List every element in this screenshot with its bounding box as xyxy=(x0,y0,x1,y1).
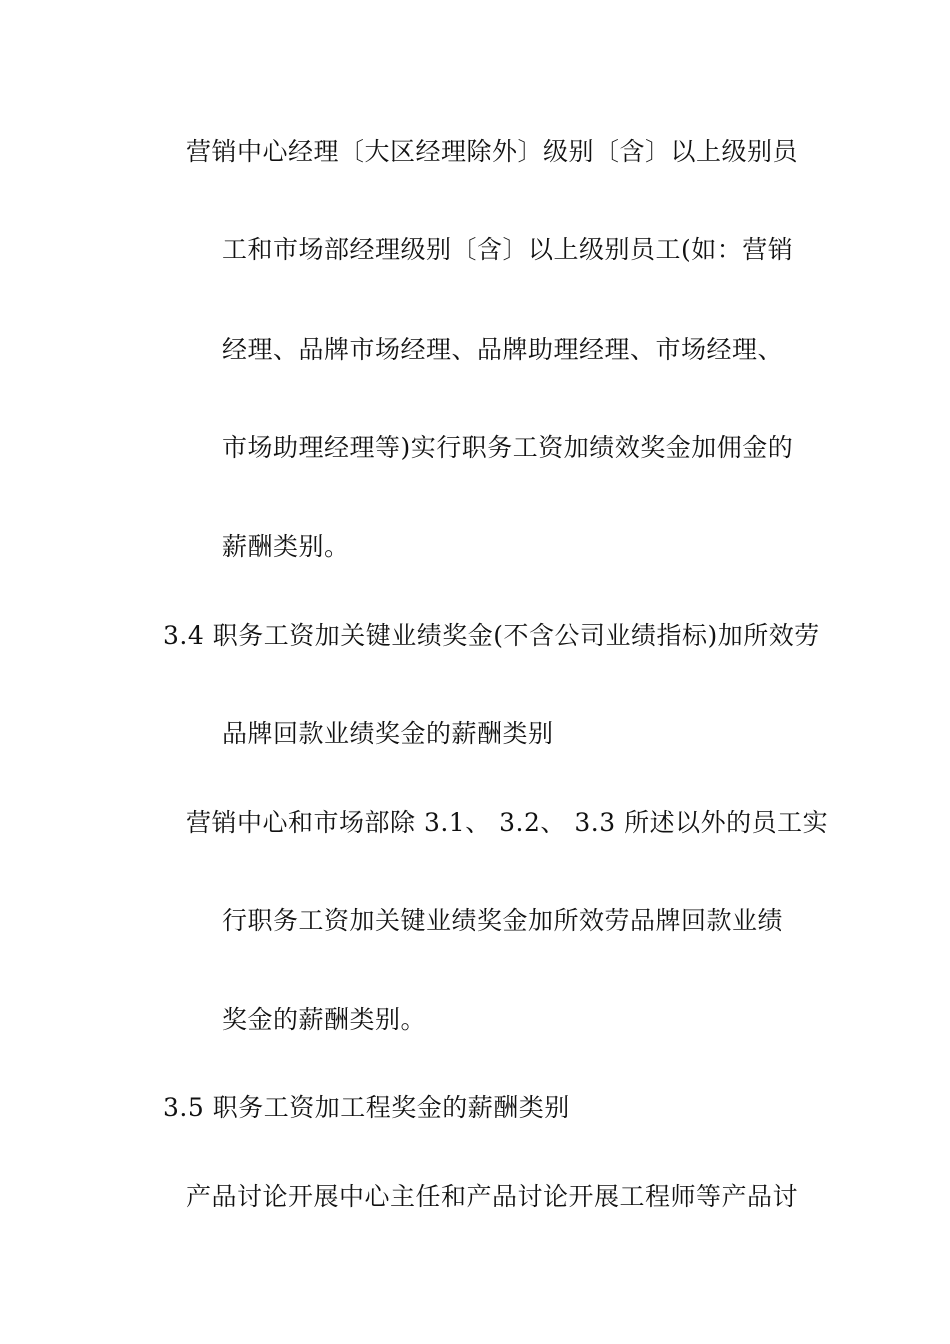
paragraph-line: 营销中心和市场部除 3.1、 3.2、 3.3 所述以外的员工实 xyxy=(186,808,829,837)
paragraph-line: 薪酬类别。 xyxy=(222,532,350,561)
paragraph-line: 行职务工资加关键业绩奖金加所效劳品牌回款业绩 xyxy=(222,906,784,935)
paragraph-line: 营销中心经理〔大区经理除外〕级别〔含〕以上级别员 xyxy=(186,137,799,166)
paragraph-line: 市场助理经理等)实行职务工资加绩效奖金加佣金的 xyxy=(222,433,794,462)
paragraph-line: 奖金的薪酬类别。 xyxy=(222,1005,427,1034)
section-heading-3-4: 3.4 职务工资加关键业绩奖金(不含公司业绩指标)加所效劳 xyxy=(163,621,820,650)
section-heading-continuation: 品牌回款业绩奖金的薪酬类别 xyxy=(222,719,554,748)
paragraph-line: 产品讨论开展中心主任和产品讨论开展工程师等产品讨 xyxy=(186,1182,799,1211)
section-heading-3-5: 3.5 职务工资加工程奖金的薪酬类别 xyxy=(163,1093,570,1122)
paragraph-line: 经理、品牌市场经理、品牌助理经理、市场经理、 xyxy=(222,335,784,364)
paragraph-line: 工和市场部经理级别〔含〕以上级别员工(如：营销 xyxy=(222,235,794,264)
